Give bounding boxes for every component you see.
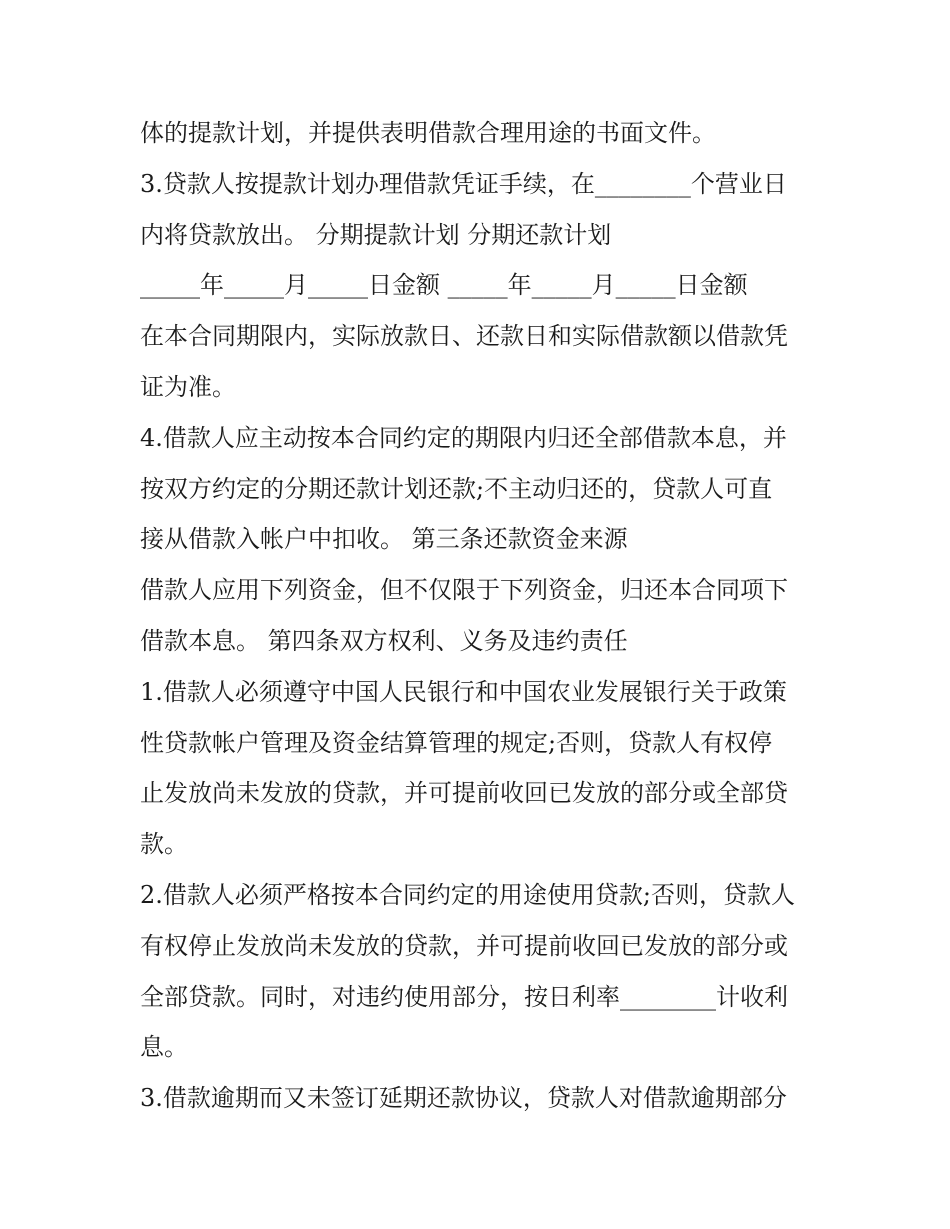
text-line: 接从借款入帐户中扣收。 第三条还款资金来源 <box>140 525 628 554</box>
text-line: 在本合同期限内，实际放款日、还款日和实际借款额以借款凭 <box>140 322 788 351</box>
text-line: 息。 <box>140 1033 188 1062</box>
text-line: 性贷款帐户管理及资金结算管理的规定;否则，贷款人有权停 <box>140 728 773 757</box>
text-line: 2.借款人必须严格按本合同约定的用途使用贷款;否则，贷款人 <box>140 880 795 909</box>
text-line: 借款本息。 第四条双方权利、义务及违约责任 <box>140 626 628 655</box>
contract-text <box>140 108 840 1124</box>
text-line: 借款人应用下列资金，但不仅限于下列资金，归还本合同项下 <box>140 576 788 605</box>
text-line: 3.贷款人按提款计划办理借款凭证手续，在________个营业日 <box>140 169 787 198</box>
text-line: 1.借款人必须遵守中国人民银行和中国农业发展银行关于政策 <box>140 677 787 706</box>
text-line: 有权停止发放尚未发放的贷款，并可提前收回已发放的部分或 <box>140 931 788 960</box>
text-line: 按双方约定的分期还款计划还款;不主动归还的，贷款人可直 <box>140 474 773 503</box>
text-line: 内将贷款放出。 分期提款计划 分期还款计划 <box>140 220 612 249</box>
text-line: 全部贷款。同时，对违约使用部分，按日利率________计收利 <box>140 982 788 1011</box>
text-line: 4.借款人应主动按本合同约定的期限内归还全部借款本息，并 <box>140 423 787 452</box>
text-line: 3.借款逾期而又未签订延期还款协议，贷款人对借款逾期部分 <box>140 1084 787 1113</box>
text-line: _____年_____月_____日金额 _____年_____月_____日金额 <box>140 271 748 300</box>
text-line: 止发放尚未发放的贷款，并可提前收回已发放的部分或全部贷 <box>140 779 788 808</box>
text-line: 款。 <box>140 830 188 859</box>
text-line: 体的提款计划，并提供表明借款合理用途的书面文件。 <box>140 119 716 147</box>
text-line: 证为准。 <box>140 372 236 401</box>
